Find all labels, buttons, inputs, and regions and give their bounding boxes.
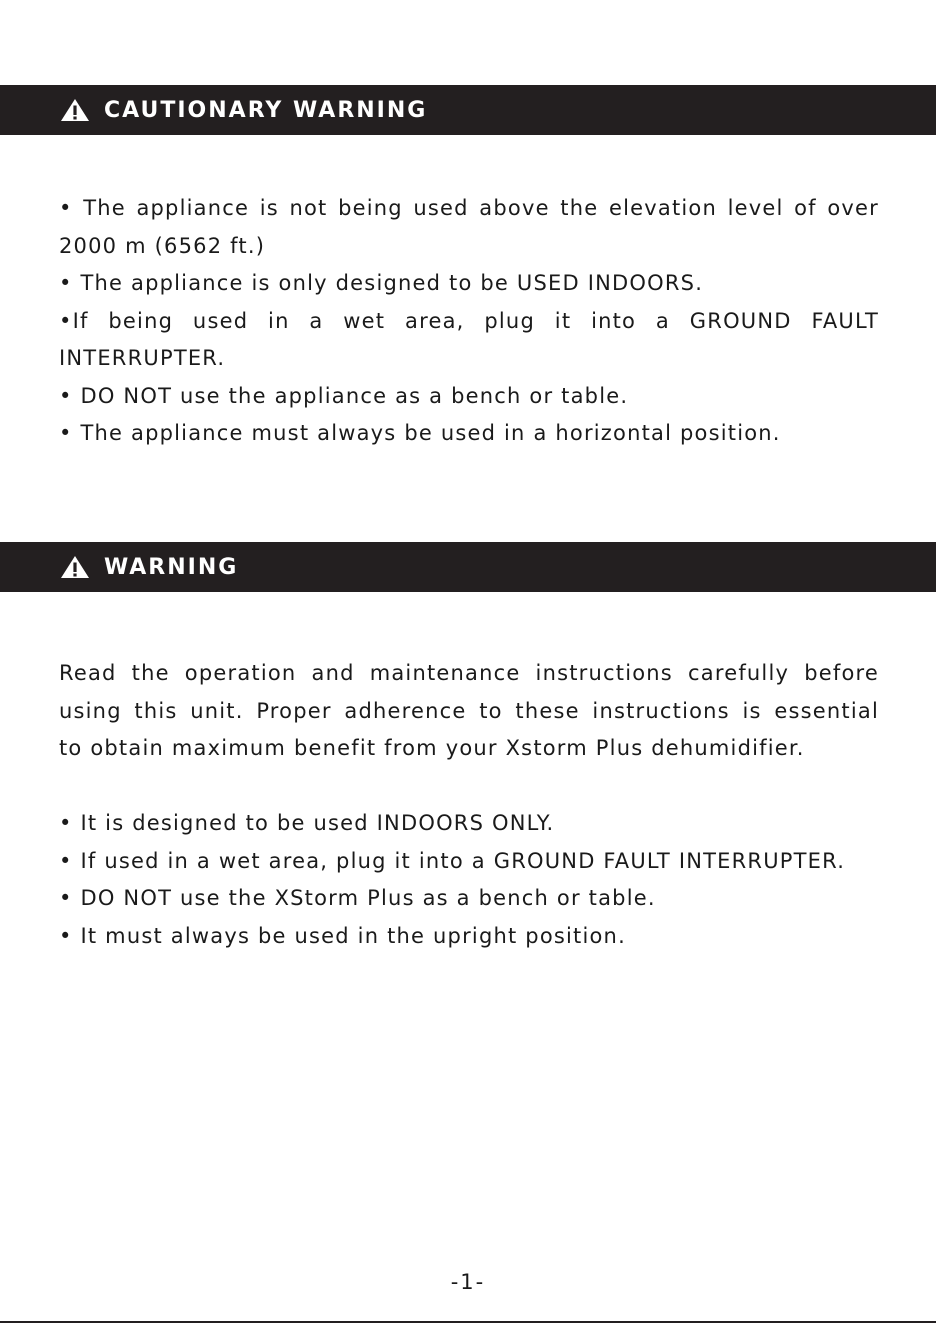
warning-triangle-icon (60, 98, 90, 122)
bullet-line: • It is designed to be used INDOORS ONLY. (59, 811, 555, 835)
warning-banner (0, 542, 936, 592)
cautionary-warning-banner (0, 85, 936, 135)
intro-line: Read the operation and maintenance instructions carefully before (59, 661, 879, 685)
bullet-line: • It must always be used in the upright position. (59, 923, 626, 948)
text-line: • DO NOT use the appliance as a bench or table. (59, 383, 629, 408)
section-title: WARNING (104, 554, 239, 580)
text-line: • The appliance is not being used above the elevation level of over (59, 196, 879, 220)
warning-triangle-icon (60, 555, 90, 579)
text-line: • The appliance must always be used in a horizontal position. (59, 421, 781, 445)
text-line: •If being used in a wet area, plug it into a GROUND FAULT (59, 308, 879, 333)
warning-text (59, 655, 879, 955)
text-line: • The appliance is only designed to be USED INDOORS. (59, 271, 704, 295)
paragraph-gap (59, 768, 879, 806)
page-number: -1- (450, 1270, 486, 1294)
intro-line: using this unit. Proper adherence to these instructions is essential (59, 698, 879, 723)
cautionary-warning-text (59, 190, 879, 453)
bullet-line: • DO NOT use the XStorm Plus as a bench or table. (59, 886, 656, 910)
bullet-line: • If used in a wet area, plug it into a GROUND FAULT INTERRUPTER. (59, 848, 846, 873)
section-title: CAUTIONARY WARNING (104, 97, 428, 123)
bottom-rule (0, 1321, 936, 1323)
intro-line: to obtain maximum benefit from your Xstorm Plus dehumidifier. (59, 736, 805, 760)
text-line: INTERRUPTER. (59, 346, 226, 370)
text-line: 2000 m (6562 ft.) (59, 233, 266, 258)
